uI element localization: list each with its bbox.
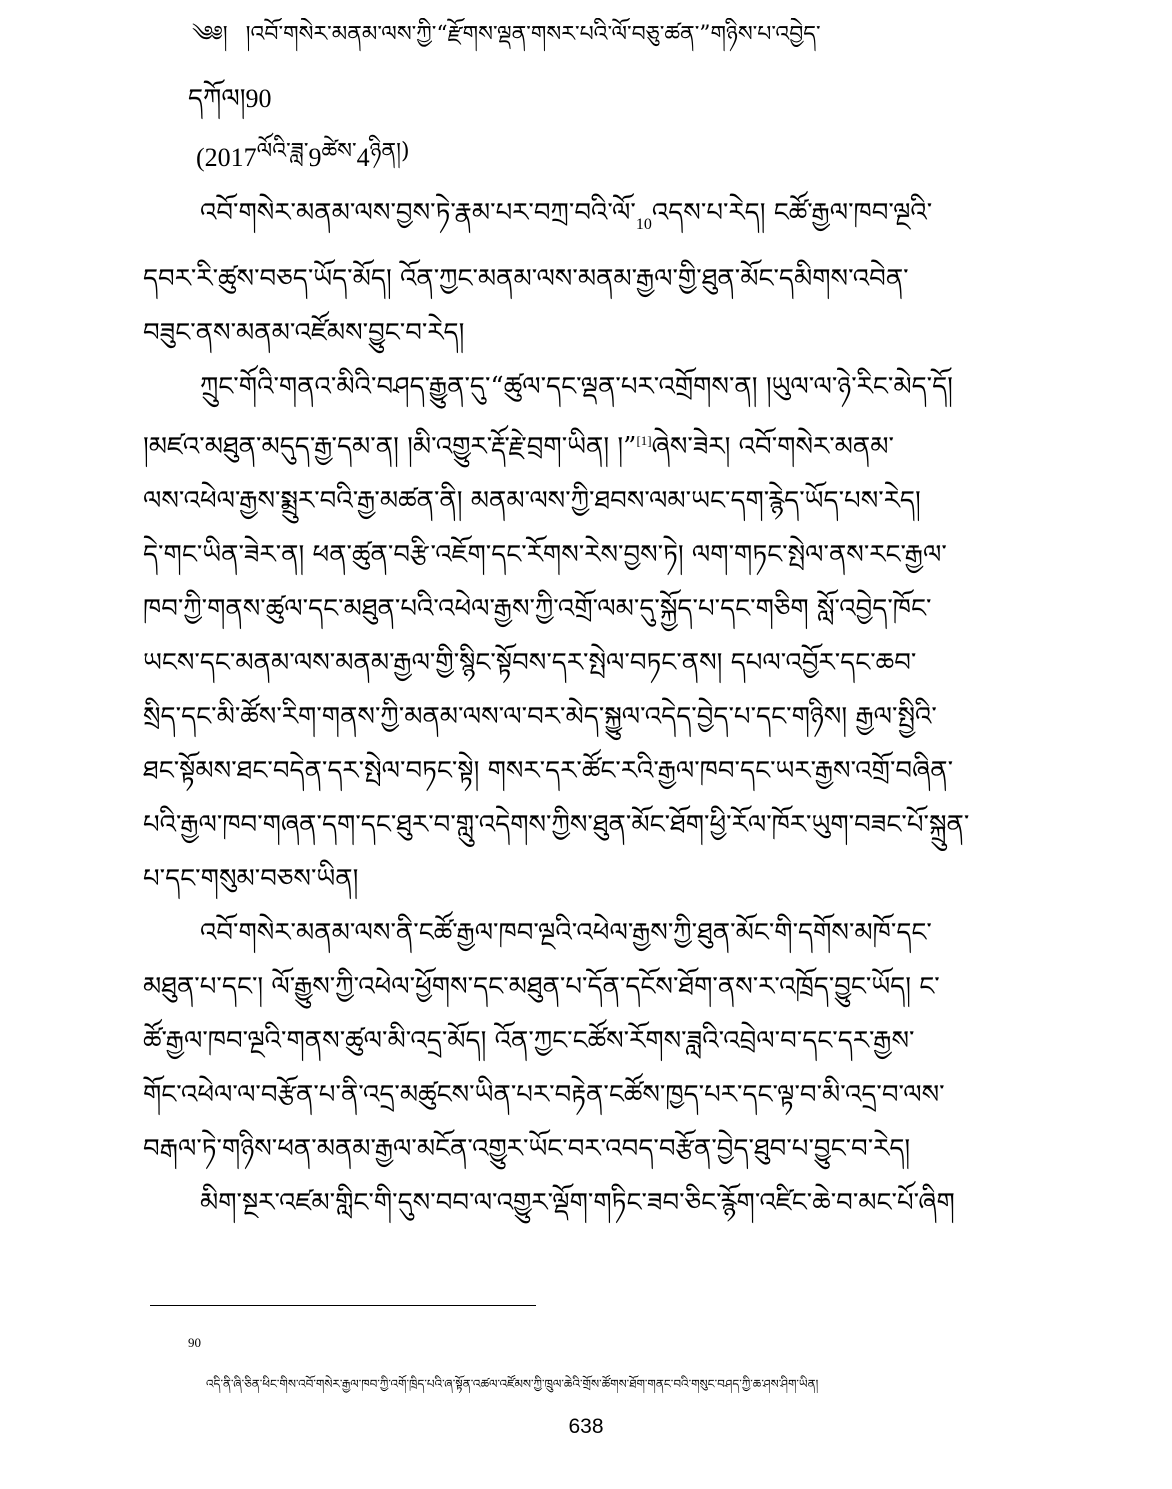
text-line	[143, 414, 1033, 474]
date-close: ཉིན།)	[369, 139, 410, 164]
date-month: 9	[308, 143, 322, 172]
paragraph	[143, 906, 1033, 1176]
yig-mgo-mark: ༄༅།	[192, 22, 228, 47]
text-line	[143, 1122, 1033, 1176]
line-text-cont: ཞེས་ཟེར། འབོ་གསེར་མནམ་	[651, 432, 894, 462]
text-line	[143, 798, 1033, 852]
footnote-number: 90	[188, 1335, 201, 1350]
text-line	[143, 852, 1033, 906]
line-text: སྲིད་དང་མི་ཚོས་རིག་གནས་ཀྱི་མནམ་ལས་ལ་བར་མེད་སྐྱུལ་འདེད་བྱེད་པ་དང་གཉིས། རྒྱལ་སྤྱིའི་	[143, 702, 937, 732]
text-line	[143, 252, 1033, 306]
line-text: ཚོ་རྒྱལ་ཁབ་ལྔའི་གནས་ཚུལ་མི་འདྲ་མོད། འོན་ཀྱང་ངཚོས་རོགས་ཟླའི་འབྲེལ་བ་དང་དར་རྒྱས་	[143, 1026, 915, 1056]
text-line	[143, 690, 1033, 744]
footnote-divider	[150, 1305, 536, 1306]
paragraph	[143, 186, 1033, 360]
line-text: འབོ་གསེར་མནམ་ལས་ནི་ངཚོ་རྒྱལ་ཁབ་ལྔའི་འཕེལ་རྒྱས་ཀྱི་ཐུན་མོང་གི་དགོས་མཁོ་དང་	[200, 918, 932, 948]
header-title: །འབོ་གསེར་མནམ་ལས་ཀྱི་“རྫོགས་ལྡན་གསར་པའི་ལོ་བཅུ་ཚན་”གཉིས་པ་འབྱེད་	[245, 22, 821, 47]
line-text: པའི་རྒྱལ་ཁབ་གཞན་དག་དང་ཐུར་བ་གླུ་འདེགས་ཀྱིས་ཐུན་མོང་ཐོག་ཕྱི་རོལ་ཁོར་ཡུག་བཟང་པོ་སྐྲུན་	[143, 810, 970, 840]
paragraph	[143, 360, 1033, 906]
text-line	[143, 186, 1033, 252]
line-text: ཀྲུང་གོའི་གནའ་མིའི་བཤད་རྒྱུན་དུ་“ཚུལ་དང་ལྡན་པར་འགྲོགས་ན། །ཡུལ་ལ་ཉེ་རིང་མེད་དོ།	[200, 372, 953, 402]
running-header	[192, 18, 1042, 52]
text-line	[143, 360, 1033, 414]
body-text	[143, 186, 1033, 1230]
text-line	[143, 528, 1033, 582]
text-line	[143, 474, 1033, 528]
line-text: དབར་རི་ཚུས་བཅད་ཡོད་མོད། འོན་ཀྱང་མནམ་ལས་མནམ་རྒྱལ་གྱི་ཐུན་མོང་དམིགས་འབེན་	[143, 264, 909, 294]
chapter-num: 90	[245, 84, 272, 113]
text-line	[143, 960, 1033, 1014]
text-line	[143, 906, 1033, 960]
line-text: ཡངས་དང་མནམ་ལས་མནམ་རྒྱལ་གྱི་སྙིང་སྟོབས་དར་སྤེལ་བཏང་ནས། དཔལ་འབྱོར་དང་ཆབ་	[143, 648, 917, 678]
date-day-word: ཚེས་	[321, 139, 357, 164]
text-line	[143, 582, 1033, 636]
text-line	[143, 306, 1033, 360]
date-year-word: ལོའི་ཟླ་	[256, 139, 309, 164]
line-text: །མཛའ་མཐུན་མདུད་རྒྱ་དམ་ན། །མི་འགྱུར་རྡོ་རྗེ་བྲག་ཡིན། །”	[143, 432, 637, 462]
text-line	[143, 1068, 1033, 1122]
line-text-cont: འདས་པ་རེད། ངཚོ་རྒྱལ་ཁབ་ལྔའི་	[651, 198, 933, 228]
date-day: 4	[356, 143, 370, 172]
date-open: (2017	[196, 143, 257, 172]
line-text: བཟུང་ནས་མནམ་འཛོམས་བྱུང་བ་རེད།	[143, 318, 465, 348]
line-text: ལས་འཕེལ་རྒྱས་སྨྲུར་བའི་རྒྱ་མཚན་ནི། མནམ་ལས་ཀྱི་ཐབས་ལམ་ཡང་དག་རྙེད་ཡོད་པས་རེད།	[143, 486, 921, 516]
line-text: དེ་གང་ཡིན་ཟེར་ན། ཕན་ཚུན་བརྩི་འཇོག་དང་རོགས་རེས་བྱས་ཏེ། ལག་གཏང་སྤེལ་ནས་རང་རྒྱལ་	[143, 540, 947, 570]
line-text: ཐང་སྟོམས་ཐང་བདེན་དར་སྤེལ་བཏང་སྟེ། གསར་དར་ཚོང་རའི་རྒྱལ་ཁབ་དང་ཡར་རྒྱས་འགྲོ་བཞིན་	[143, 756, 954, 786]
line-text: མཐུན་པ་དང་། ལོ་རྒྱུས་ཀྱི་འཕེལ་ཕྱོགས་དང་མཐུན་པ་དོན་དངོས་ཐོག་ནས་ར་འཁྲོད་བྱུང་ཡོད། ང་	[143, 972, 940, 1002]
footnote-reference[interactable]: [1]	[636, 433, 652, 448]
line-text: གོང་འཕེལ་ལ་བརྩོན་པ་ནི་འདྲ་མཚུངས་ཡིན་པར་བརྟེན་ངཚོས་ཁྱད་པར་དང་ལྟ་བ་མི་འདྲ་བ་ལས་	[143, 1080, 945, 1110]
footnote-text: འདི་ནི་ཞི་ཅིན་ཕིང་གིས་འབོ་གསེར་རྒྱལ་ཁབ་ཀྱི་འགོ་ཁྲིད་པའི་ཞ་སྟོན་འཚལ་འཛོམས་ཀྱི་ཁྲུལ་ཆེའི་གྲོས་ཚོགས་ཐོག་གནང་བའི་གསུང་བཤད་ཀྱི་ཆ་ཤས་ཤིག་ཡིན།	[206, 1377, 819, 1391]
line-text: བརྒལ་ཏེ་གཉིས་ཕན་མནམ་རྒྱལ་མངོན་འགྱུར་ཡོང་བར་འབད་བརྩོན་བྱེད་ཐུབ་པ་བྱུང་བ་རེད།	[143, 1134, 911, 1164]
line-text: འབོ་གསེར་མནམ་ལས་བྱས་ཏེ་རྣམ་པར་བཀྲ་བའི་ལོ་	[200, 198, 636, 228]
text-line	[143, 1014, 1033, 1068]
page-number: 638	[568, 1415, 604, 1438]
text-line	[143, 636, 1033, 690]
line-text: ཁབ་ཀྱི་གནས་ཚུལ་དང་མཐུན་པའི་འཕེལ་རྒྱས་ཀྱི་འགྲོ་ལམ་དུ་སྐྱོད་པ་དང་གཅིག སློ་འབྱེད་ཁོང་	[143, 594, 932, 624]
line-text: མིག་སྔར་འཛམ་གླིང་གི་དུས་བབ་ལ་འགྱུར་ལྡོག་གཏིང་ཟབ་ཅིང་རྙོག་འཛིང་ཆེ་བ་མང་པོ་ཞིག	[200, 1188, 955, 1218]
paragraph	[143, 1176, 1033, 1230]
subscript-number: 10	[635, 216, 652, 233]
chapter-label: དཀོལ།	[188, 84, 246, 114]
date-line	[196, 134, 410, 176]
text-line	[143, 1176, 1033, 1230]
chapter-number	[188, 82, 272, 116]
line-text: པ་དང་གསུམ་བཅས་ཡིན།	[143, 864, 359, 894]
text-line	[143, 744, 1033, 798]
